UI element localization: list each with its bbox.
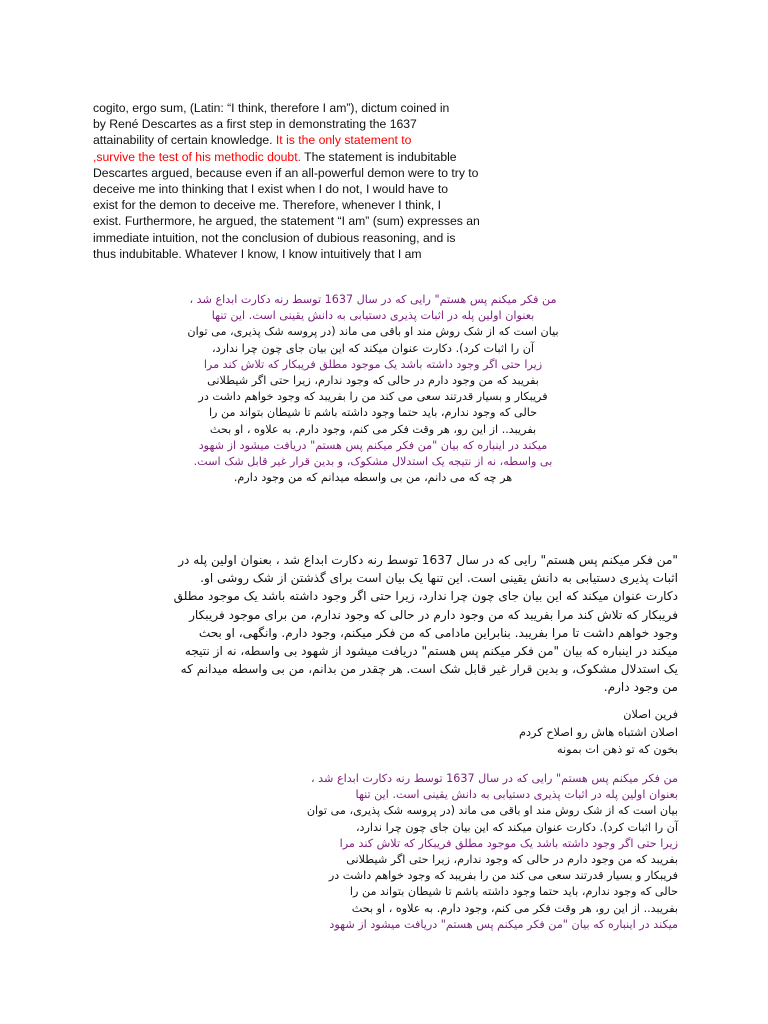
text-line: Descartes argued, because even if an all-powerful demon were to try to	[93, 165, 479, 180]
text-line	[93, 132, 513, 148]
text-line: زیرا حتی اگر وجود داشته باشد یک موجود مطلق فریبکار که تلاش کند مرا	[339, 836, 678, 850]
text-line: بیان است که از شک روش مند او باقی می ماند (در پروسه شک پذیری، می توان	[187, 325, 559, 339]
persian-block-centered	[150, 292, 596, 486]
text-line: هر چه که می دانم، من بی واسطه میدانم که من وجود دارم.	[233, 471, 513, 485]
text-line: حالی که وجود ندارم، باید حتما وجود داشته باشم تا شیطان بتواند من را	[349, 885, 678, 899]
text-line: exist. Furthermore, he argued, the statement “I am” (sum) expresses an	[93, 214, 480, 229]
text-line: میکند در اینباره که بیان "من فکر میکنم پس هستم" دریافت میشود از شهود	[329, 917, 678, 931]
text-line: آن را اثبات کرد). دکارت عنوان میکند که این بیان جای چون چرا ندارد،	[211, 341, 535, 355]
text-line: حالی که وجود ندارم، باید حتما وجود داشته باشم تا شیطان بتواند من را	[208, 406, 538, 420]
text-line: فریبکار که تلاش کند مرا بفریبد که من وجود دارم در حالی که وجود ندارم، من برای موجود فریبکار	[189, 607, 678, 622]
text-line: من وجود دارم.	[603, 680, 678, 695]
text-line: deceive me into thinking that I exist when I do not, I would have to	[93, 182, 449, 197]
english-paragraph	[93, 100, 513, 262]
text-line: بفریبد که من وجود دارم در حالی که وجود ندارم، زیرا حتی اگر شیطلانی	[207, 374, 539, 388]
text-line: وجود خواهم داشت تا مرا بفریبد. بنابراین مادامی که من فکر میکنم، وجود دارم. وانگهی، او بحث	[198, 625, 678, 640]
text-line: "من فکر میکنم پس هستم" رایی که در سال 1637 توسط رنه دکارت ابداع شد ، بعنوان اولین پله در	[178, 553, 678, 567]
text-line: زیرا حتی اگر وجود داشته باشد یک موجود مطلق فریبکار که تلاش کند مرا	[203, 357, 543, 371]
persian-notes	[300, 706, 678, 759]
text-line: cogito, ergo sum, (Latin: “I think, therefore I am”), dictum coined in	[93, 101, 450, 115]
text-line: دکارت عنوان میکند که این بیان جای چون چرا ندارد، زیرا حتی اگر وجود داشته باشد یک موجود مطلق	[173, 589, 678, 604]
note-line: اصلان اشتباه هاش رو اصلاح کردم	[518, 725, 678, 739]
text-line: آن را اثبات کرد). دکارت عنوان میکند که این بیان جای چون چرا ندارد،	[355, 820, 678, 834]
text-line: immediate intuition, not the conclusion of dubious reasoning, and is	[93, 230, 456, 245]
persian-block-justified	[90, 551, 678, 697]
note-line: بخون که تو ذهن ات بمونه	[556, 743, 678, 756]
text-line: یک استدلال مشکوک، و بدین قرار غیر قابل شک است. هر چقدر من بدانم، من بی واسطه میدانم که	[180, 662, 678, 677]
text-span: The statement is indubitable	[300, 149, 457, 164]
text-line: بیان است که از شک روش مند او باقی می ماند (در پروسه شک پذیری، می توان	[306, 804, 678, 818]
text-line: بعنوان اولین پله در اثبات پذیری دستیابی به دانش یقینی است. این تنها	[211, 309, 535, 323]
text-line: فریبکار و بسیار قدرتند سعی می کند من را بفریبد که وجود خواهم داشت در	[328, 869, 678, 883]
text-line: میکند در اینباره که بیان "من فکر میکنم پس هستم" دریافت میشود از شهود بی واسطه، نه از نتیجه	[184, 644, 678, 659]
text-line: بفریبد.. از این رو، هر وقت فکر می کنم، وجود دارم. به علاوه ، او بحث	[351, 901, 678, 915]
text-line: اثبات پذیری دستیابی به دانش یقینی است. این تنها یک بیان است برای گذشتن از شک روشی او.	[200, 571, 678, 586]
persian-block-right	[240, 771, 678, 933]
text-line: thus indubitable. Whatever I know, I know intuitively that I am	[93, 246, 422, 261]
text-line	[93, 149, 513, 165]
text-line: بی واسطه، نه از نتیجه یک استدلال مشکوک، و بدین قرار غیر قابل شک است.	[193, 455, 553, 469]
text-line: exist for the demon to deceive me. Therefore, whenever I think, I	[93, 198, 441, 213]
text-line: بعنوان اولین پله در اثبات پذیری دستیابی به دانش یقینی است. این تنها	[355, 788, 678, 802]
highlighted-text: ,survive the test of his methodic doubt.	[93, 149, 301, 164]
text-line: بفریبد.. از این رو، هر وقت فکر می کنم، وجود دارم. به علاوه ، او بحث	[209, 422, 537, 436]
text-line: میکند در اینباره که بیان "من فکر میکنم پس هستم" دریافت میشود از شهود	[198, 438, 548, 452]
text-span: attainability of certain knowledge.	[93, 133, 276, 148]
text-line: by René Descartes as a first step in demonstrating the 1637	[93, 117, 417, 132]
text-line: بفریبد که من وجود دارم در حالی که وجود ندارم، زیرا حتی اگر شیطلانی	[346, 853, 678, 867]
text-line: فریبکار و بسیار قدرتند سعی می کند من را بفریبد که وجود خواهم داشت در	[198, 390, 548, 404]
text-line: من فکر میکنم پس هستم" رایی که در سال 1637 توسط رنه دکارت ابداع شد ،	[189, 293, 557, 306]
highlighted-text: It is the only statement to	[275, 133, 412, 148]
note-line: فرین اصلان	[623, 708, 678, 721]
text-line: من فکر میکنم پس هستم" رایی که در سال 1637 توسط رنه دکارت ابداع شد ،	[311, 772, 678, 785]
